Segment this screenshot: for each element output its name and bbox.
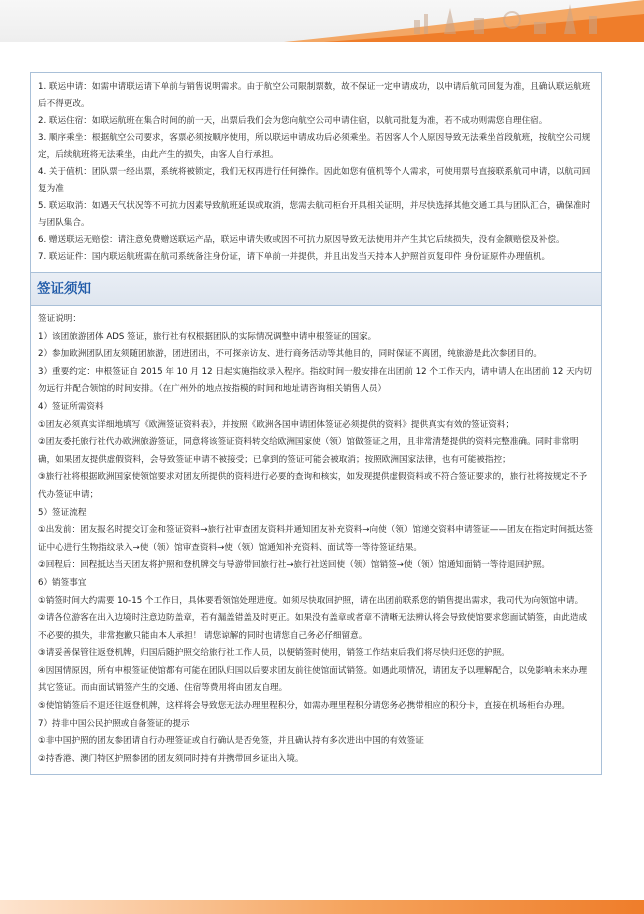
visa-line: ①出发前：团友报名时提交订金和签证资料→旅行社审查团友资料并通知团友补充资料→向使（领）馆递交资料申请签证——团友在指定时间抵达签证中心进行生物指纹录入→使（领）馆审查资料→使（领）馆通知补充资料、面试等一等待签证结果。 (38, 525, 593, 553)
visa-line: 2）参加欧洲团队团友须随团旅游，团进团出，不可探亲访友、进行商务活动等其他目的，同时保证不离团，纯旅游是此次参团目的。 (38, 349, 542, 360)
visa-line: 6）销签事宜 (38, 577, 87, 588)
visa-line: ①非中国护照的团友参团请自行办理签证或自行确认是否免签，并且确认持有多次进出中国的有效签证 (38, 736, 424, 747)
policy-row (31, 73, 601, 273)
visa-notes (31, 306, 601, 774)
visa-line: 7）持非中国公民护照或自备签证的提示 (38, 718, 190, 729)
visa-line: ③请妥善保管往返登机牌，归国后随护照交给旅行社工作人员，以便销签时使用，销签工作结束后我们将尽快归还您的护照。 (38, 648, 510, 659)
header-banner (0, 0, 644, 42)
visa-line: ①团友必须真实详细地填写《欧洲签证资料表》，并按照《欧洲各国申请团体签证必须提供的资料》提供真实有效的签证资料； (38, 419, 515, 430)
visa-line: ②回程后：回程抵达当天团友将护照和登机牌交与导游带回旅行社→旅行社送回使（领）馆销签→使（领）馆通知面销一等待退回护照。 (38, 560, 550, 571)
policy-item: 6. 赠送联运无赔偿：请注意免费赠送联运产品，联运申请失败或因不可抗力原因导致无法使用并产生其它后续损失，没有金额赔偿及补偿。 (38, 235, 565, 245)
visa-line: ④因国情原因，所有申根签证使馆都有可能在团队归国以后要求团友前往使馆面试销签。如遇此项情况，请团友予以理解配合，以免影响未来办理其它签证。而由面试销签产生的交通、住宿等费用将由团友自理。 (38, 665, 588, 694)
visa-line: 1）该团旅游团体 ADS 签证，旅行社有权根据团队的实际情况调整申请申根签证的国家。 (38, 331, 377, 342)
visa-line: 5）签证流程 (38, 507, 87, 518)
skyline-decoration (284, 0, 644, 42)
policy-item: 2. 联运住宿：如联运航班在集合时间的前一天，出票后我们会为您向航空公司申请住宿，以航司批复为准，若不成功则需您自理住宿。 (38, 116, 548, 126)
visa-section-title: 签证须知 (31, 273, 601, 306)
visa-line: ②请各位游客在出入边境时注意边防盖章，若有漏盖错盖及时更正。如果没有盖章或者章不清晰无法辨认将会导致使馆要求您面试销签，由此造成不必要的损失，非常抱歉只能由本人承担！ 请您谅解的同时也请您自己务必仔细留意。 (38, 613, 588, 641)
footer-bar (0, 900, 644, 914)
policy-list (31, 73, 601, 272)
visa-line: ②持香港、澳门特区护照参团的团友须同时持有并携带回乡证出入境。 (38, 753, 304, 764)
policy-item: 4. 关于值机：团队票一经出票，系统将被锁定，我们无权再进行任何操作。因此如您有值机等个人需求，可使用票号直接联系航司申请，以航司回复为准 (38, 167, 591, 194)
visa-line: ③旅行社将根据欧洲国家使领馆要求对团友所提供的资料进行必要的查询和核实，如发现提供虚假资料或不符合签证要求的，旅行社将按规定不予代办签证申请； (38, 472, 588, 500)
policy-item: 7. 联运证件：国内联运航班需在航司系统备注身份证，请下单前一并提供，并且出发当天持本人护照首页复印件 身份证原件办理值机。 (38, 252, 551, 262)
visa-line: ⑤使馆销签后不退还往返登机牌，这样将会导致您无法办理里程积分，如需办理里程积分请您务必携带相应的积分卡，直接在机场柜台办理。 (38, 701, 570, 712)
visa-section (31, 273, 601, 774)
visa-line: 3）重要约定：申根签证自 2015 年 10 月 12 日起实施指纹录入程序。指纹时间一般安排在出团前 12 个工作天内，请申请人在出团前 12 天内切勿远行并配合领馆的时间安排。（在广州外的地点按指模的时间和地址请咨询相关销售人员） (38, 366, 592, 395)
content-table (30, 72, 602, 775)
policy-item: 1. 联运申请：如需申请联运请下单前与销售说明需求。由于航空公司限制票数，故不保证一定申请成功，以申请后航司回复为准，且确认联运航班后不得更改。 (38, 82, 591, 109)
policy-item: 5. 联运取消：如遇天气状况等不可抗力因素导致航班延误或取消，您需去航司柜台开具相关证明，并尽快选择其他交通工具与团队汇合，确保准时与团队集合。 (38, 201, 591, 228)
visa-line: ②团友委托旅行社代办欧洲旅游签证，同意将该签证资料转交给欧洲国家使（领）馆做签证之用，且非常清楚提供的资料完整准确。同时非常明确，如果团友提供虚假资料，会导致签证申请不被接受；已拿到的签证可能会被取消；按照欧洲国家法律，也有可能被指控； (38, 437, 579, 465)
visa-line: ①销签时间大约需要 10-15 个工作日，具体要看领馆处理进度。如须尽快取回护照，请在出团前联系您的销售提出需求，我司代为向领馆申请。 (38, 595, 584, 606)
policy-item: 3. 顺序乘坐：根据航空公司要求，客票必须按顺序使用，所以联运申请成功后必须乘坐。若因客人个人原因导致无法乘坐首段航班，按航空公司规定，后续航班将无法乘坐，由此产生的损失，由客人自行承担。 (38, 133, 591, 160)
visa-line: 签证说明： (38, 314, 81, 324)
visa-line: 4）签证所需资料 (38, 401, 104, 412)
